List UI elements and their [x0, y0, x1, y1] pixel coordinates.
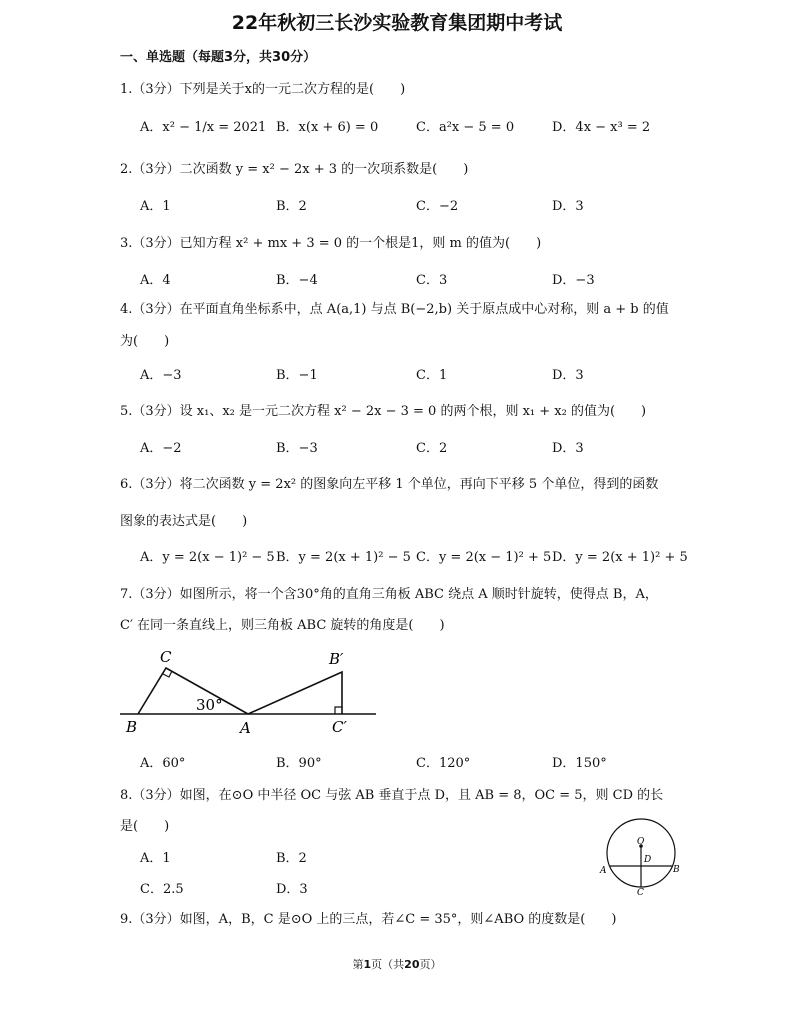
question-4-stem: 4.（3分）在平面直角坐标系中，点 A(a,1) 与点 B(−2,b) 关于原点成中心对称，则 a + b 的值	[120, 302, 669, 317]
label-b: B	[673, 865, 680, 875]
label-a: A	[600, 866, 607, 876]
q2-option-d: D．3	[552, 199, 584, 214]
q6-option-c: C．y = 2(x − 1)² + 5	[416, 550, 552, 565]
q3-option-b: B．−4	[276, 273, 318, 288]
q5-option-a: A．−2	[140, 441, 182, 456]
q7-option-c: C．120°	[416, 756, 471, 771]
q4-option-d: D．3	[552, 368, 584, 383]
q1-option-c: C．a²x − 5 = 0	[416, 120, 515, 135]
q3-option-d: D．−3	[552, 273, 595, 288]
question-6-stem-cont: 图象的表达式是( )	[120, 514, 248, 529]
question-3-stem: 3.（3分）已知方程 x² + mx + 3 = 0 的一个根是1，则 m 的值为( )	[120, 236, 542, 251]
q6-option-d: D．y = 2(x + 1)² + 5	[552, 550, 688, 565]
question-7-stem-cont: C′ 在同一条直线上，则三角板 ABC 旋转的角度是( )	[120, 618, 445, 633]
q1-option-a: A．x² − 1/x = 2021	[140, 120, 267, 135]
q2-option-c: C．−2	[416, 199, 459, 214]
q3-option-a: A．4	[140, 273, 171, 288]
q5-option-c: C．2	[416, 441, 448, 456]
question-4-stem-cont: 为( )	[120, 334, 170, 349]
q8-option-b: B．2	[276, 851, 307, 866]
page-footer	[0, 956, 794, 972]
label-b: B	[126, 718, 138, 736]
q5-option-b: B．−3	[276, 441, 318, 456]
question-8-stem: 8.（3分）如图，在⊙O 中半径 OC 与弦 AB 垂直于点 D，且 AB = 8，OC = 5，则 CD 的长	[120, 788, 664, 803]
q4-option-a: A．−3	[140, 368, 182, 383]
q8-option-c: C．2.5	[140, 882, 184, 897]
right-angle-mark-c-prime	[335, 707, 342, 714]
label-b-prime: B′	[329, 650, 344, 668]
label-d: D	[644, 855, 652, 865]
question-5-stem: 5.（3分）设 x₁、x₂ 是一元二次方程 x² − 2x − 3 = 0 的两个根，则 x₁ + x₂ 的值为( )	[120, 404, 647, 419]
q8-option-d: D．3	[276, 882, 308, 897]
q3-option-c: C．3	[416, 273, 448, 288]
exam-title: 22年秋初三长沙实验教育集团期中考试	[231, 12, 563, 34]
q2-option-b: B．2	[276, 199, 307, 214]
q1-option-b: B．x(x + 6) = 0	[276, 120, 379, 135]
question-2-stem: 2.（3分）二次函数 y = x² − 2x + 3 的一次项系数是( )	[120, 162, 469, 177]
question-6-stem: 6.（3分）将二次函数 y = 2x² 的图象向左平移 1 个单位，再向下平移 5 个单位，得到的函数	[120, 477, 659, 492]
q4-option-c: C．1	[416, 368, 448, 383]
footer-suffix: 页）	[419, 958, 442, 971]
q6-option-b: B．y = 2(x + 1)² − 5	[276, 550, 411, 565]
label-c: C	[160, 648, 172, 666]
label-c: C	[637, 888, 644, 896]
question-7-stem: 7.（3分）如图所示，将一个含30°角的直角三角板 ABC 绕点 A 顺时针旋转，使得点 B，A，	[120, 587, 658, 602]
footer-prefix: 第	[352, 958, 364, 971]
q7-option-a: A．60°	[140, 756, 186, 771]
q4-option-b: B．−1	[276, 368, 318, 383]
q6-option-a: A．y = 2(x − 1)² − 5	[140, 550, 275, 565]
section-heading: 一、单选题（每题3分，共30分）	[120, 50, 317, 65]
q7-option-b: B．90°	[276, 756, 322, 771]
label-c-prime: C′	[332, 718, 347, 736]
footer-mid: 页（共	[371, 958, 405, 971]
q7-triangle-figure	[118, 642, 380, 738]
q1-option-d: D．4x − x³ = 2	[552, 120, 651, 135]
triangle-ab-c-prime	[248, 672, 342, 714]
q7-option-d: D．150°	[552, 756, 607, 771]
label-o: O	[637, 837, 645, 847]
q8-circle-figure	[596, 812, 688, 896]
label-angle-30: 30°	[196, 696, 223, 714]
footer-page-number: 1	[363, 958, 372, 971]
q5-option-d: D．3	[552, 441, 584, 456]
label-a: A	[240, 719, 251, 737]
triangle-abc	[138, 668, 248, 714]
question-8-stem-cont: 是( )	[120, 819, 170, 834]
q8-option-a: A．1	[140, 851, 171, 866]
q2-option-a: A．1	[140, 199, 171, 214]
question-9-stem: 9.（3分）如图，A，B，C 是⊙O 上的三点，若∠C = 35°，则∠ABO 的度数是( )	[120, 912, 617, 927]
footer-total-pages: 20	[404, 958, 420, 971]
question-1-stem: 1.（3分）下列是关于x的一元二次方程的是( )	[120, 82, 406, 97]
